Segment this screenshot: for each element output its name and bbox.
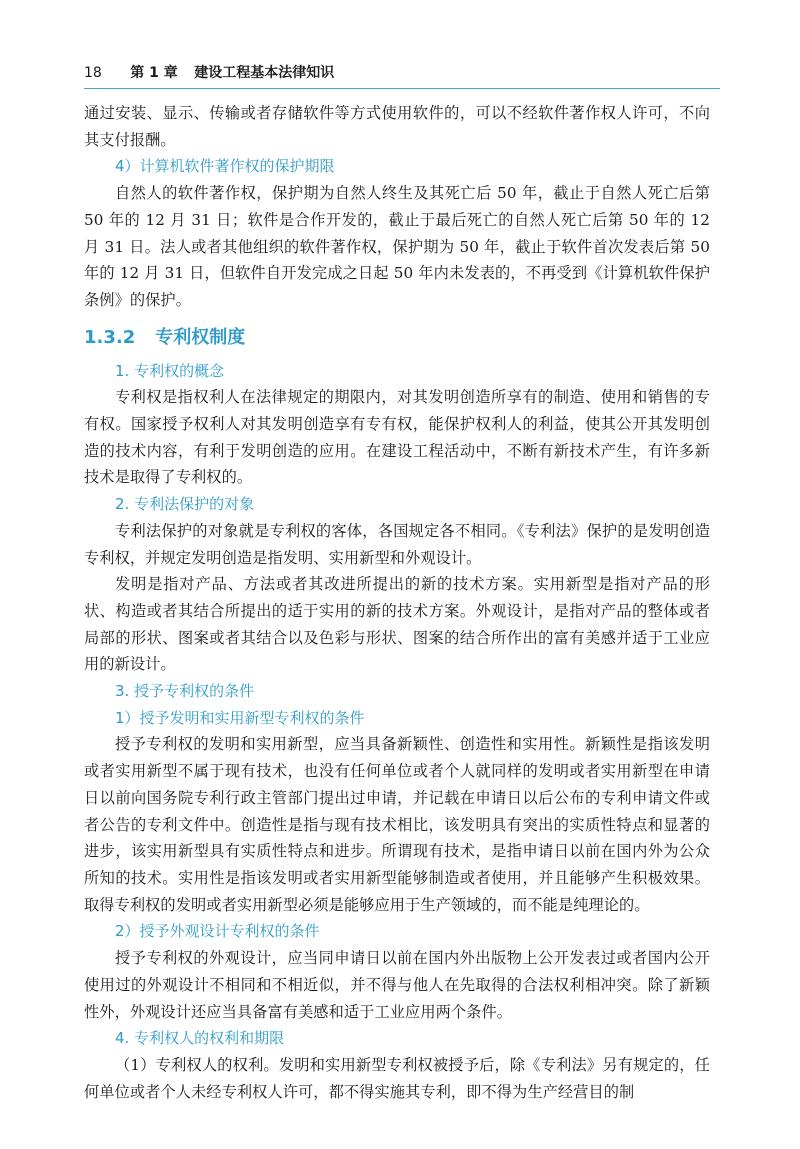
page-number: 18 xyxy=(84,65,102,81)
section-heading xyxy=(84,322,710,354)
chapter-title: 建设工程基本法律知识 xyxy=(194,65,335,81)
subheading: 1. 专利权的概念 xyxy=(115,361,225,380)
section-title: 专利权制度 xyxy=(155,326,246,348)
subheading: 2）授予外观设计专利权的条件 xyxy=(115,922,320,941)
subheading: 4）计算机软件著作权的保护期限 xyxy=(115,157,335,176)
subheading: 4. 专利权人的权利和期限 xyxy=(115,1029,285,1048)
page-body xyxy=(84,100,710,1105)
subheading: 2. 专利法保护的对象 xyxy=(115,495,255,514)
section-number: 1.3.2 xyxy=(84,326,136,348)
paragraph: 发明是指对产品、方法或者其改进所提出的新的技术方案。实用新型是指对产品的形状、构造或者其结合所提出的适于实用的新的技术方案。外观设计，是指对产品的整体或者局部的形状、图案或者其结合以及色彩与形状、图案的结合所作出的富有美感并适于工业应用的新设计。 xyxy=(84,575,710,674)
paragraph: 自然人的软件著作权，保护期为自然人终生及其死亡后 50 年，截止于自然人死亡后第 50 年的 12 月 31 日；软件是合作开发的，截止于最后死亡的自然人死亡后第 50 年的 12 月 31 日。法人或者其他组织的软件著作权，保护期为 50 年，截止于软件首次发表后第 50 年的 12 月 31 日，但软件自开发完成之日起 50 年内未发表的，不再受到《计算机软件保护条例》的保护。 xyxy=(84,184,710,309)
subheading: 1）授予发明和实用新型专利权的条件 xyxy=(115,708,365,727)
subheading: 3. 授予专利权的条件 xyxy=(115,682,255,701)
paragraph: （1）专利权人的权利。发明和实用新型专利权被授予后，除《专利法》另有规定的，任何单位或者个人未经专利权人许可，都不得实施其专利，即不得为生产经营目的制 xyxy=(84,1055,710,1101)
paragraph: 授予专利权的发明和实用新型，应当具备新颖性、创造性和实用性。新颖性是指该发明或者实用新型不属于现有技术，也没有任何单位或者个人就同样的发明或者实用新型在申请日以前向国务院专利行政主管部门提出过申请，并记载在申请日以后公布的专利申请文件或者公告的专利文件中。创造性是指与现有技术相比，该发明具有突出的实质性特点和显著的进步，该实用新型具有实质性特点和进步。所谓现有技术，是指申请日以前在国内外为公众所知的技术。实用性是指该发明或者实用新型能够制造或者使用，并且能够产生积极效果。取得专利权的发明或者实用新型必须是能够应用于生产领域的，而不能是纯理论的。 xyxy=(84,735,710,914)
paragraph: 专利权是指权利人在法律规定的期限内，对其发明创造所享有的制造、使用和销售的专有权。国家授予权利人对其发明创造享有专有权，能保护权利人的利益，使其公开其发明创造的技术内容，有利于发明创造的应用。在建设工程活动中，不断有新技术产生，有许多新技术是取得了专利权的。 xyxy=(84,388,710,487)
chapter-label: 第 1 章 xyxy=(130,65,178,81)
paragraph: 专利法保护的对象就是专利权的客体，各国规定各不相同。《专利法》保护的是发明创造专利权，并规定发明创造是指发明、实用新型和外观设计。 xyxy=(84,521,710,567)
header-rule xyxy=(84,88,720,89)
paragraph: 授予专利权的外观设计，应当同申请日以前在国内外出版物上公开发表过或者国内公开使用过的外观设计不相同和不相近似，并不得与他人在先取得的合法权利相冲突。除了新颖性外，外观设计还应当具备富有美感和适于工业应用两个条件。 xyxy=(84,949,710,1021)
running-header xyxy=(84,62,720,82)
paragraph: 通过安装、显示、传输或者存储软件等方式使用软件的，可以不经软件著作权人许可，不向其支付报酬。 xyxy=(84,104,710,149)
